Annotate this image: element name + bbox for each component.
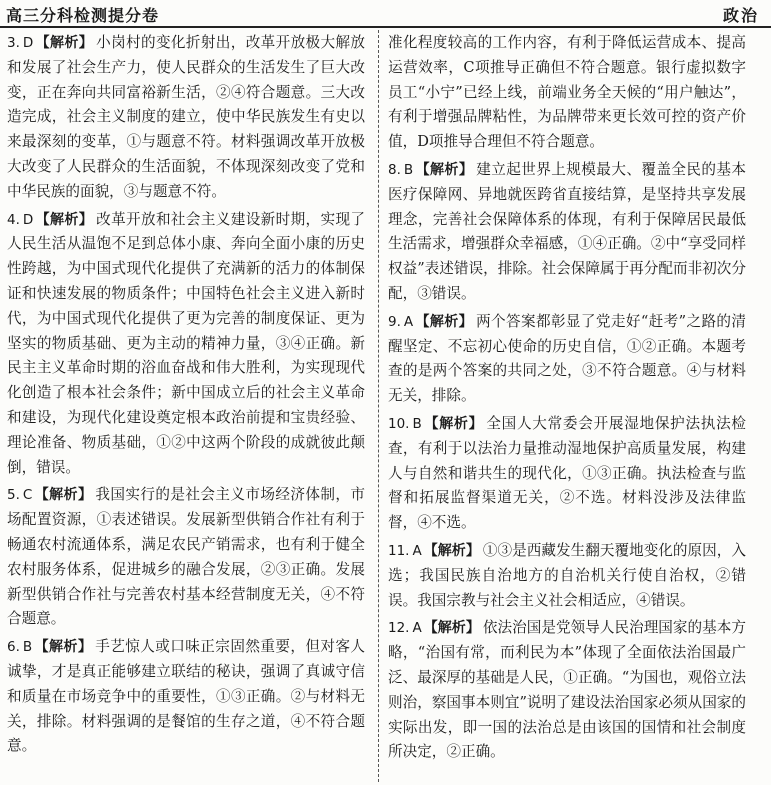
answer-item-5: [7, 483, 365, 632]
right-column: [388, 31, 746, 765]
answer-letter: C: [22, 487, 33, 504]
analysis-text: 手艺惊人或口味正宗固然重要，但对客人诚挚，才是真正能够建立联结的秘诀，强调了真诚守信和质量在市场竞争中的重要性，①③正确。②与材料无关，排除。材料强调的是餐馆的生存之道，④不符合题意。: [7, 638, 365, 755]
question-number: 5.: [7, 487, 20, 504]
answer-letter: B: [22, 639, 33, 656]
analysis-tag: 【解析】: [423, 542, 480, 559]
analysis-tag: 【解析】: [34, 487, 93, 504]
column-divider: [378, 30, 379, 782]
analysis-text: 依法治国是党领导人民治理国家的基本方略，“治国有常，而利民为本”体现了全面依法治国最广泛、最深厚的基础是人民，①正确。“为国也，观俗立法则治，察国事本则宜”说明了建设法治国家必须从国家的实际出发，即一国的法治总是由该国的国情和社会制度所决定，②正确。: [388, 619, 746, 761]
answer-letter: B: [403, 161, 414, 178]
analysis-tag: 【解析】: [415, 161, 474, 178]
analysis-tag: 【解析】: [415, 313, 474, 330]
answer-letter: A: [403, 313, 414, 330]
answer-item-12: [388, 616, 746, 765]
question-number: 10.: [388, 415, 410, 432]
subject-label: 政治: [722, 6, 759, 25]
question-number: 12.: [388, 620, 410, 637]
answer-item-8: [388, 158, 746, 307]
exam-title: 高三分科检测提分卷: [6, 6, 160, 25]
analysis-text: 全国人大常委会开展湿地保护法执法检查，有利于以法治力量推动湿地保护高质量发展，构建人与自然和谐共生的现代化，①③正确。执法检查与监督和拓展监督渠道无关，②不选。材料没涉及法律监督，④不选。: [388, 414, 746, 532]
answer-letter: D: [22, 211, 34, 228]
analysis-text: 我国实行的是社会主义市场经济体制，市场配置资源，①表述错误。发展新型供销合作社有利于畅通农村流通体系，满足农民产销需求，也有利于健全农村服务体系，促进城乡的融合发展，②③正确。发展新型供销合作社与完善农村基本经营制度无关，④不符合题意。: [7, 486, 365, 628]
answer-letter: D: [22, 35, 34, 51]
answer-item-10: [388, 412, 746, 536]
question-number: 6.: [7, 639, 20, 656]
question-number: 8.: [388, 161, 401, 178]
analysis-tag: 【解析】: [423, 620, 480, 637]
analysis-tag: 【解析】: [423, 415, 484, 432]
analysis-tag: 【解析】: [35, 211, 94, 228]
answer-item-9: [388, 310, 746, 409]
question-number: 9.: [388, 313, 401, 330]
answer-item-4: [7, 208, 365, 481]
answer-letter: A: [412, 542, 422, 559]
analysis-tag: 【解析】: [34, 639, 93, 656]
analysis-text: 两个答案都彰显了党走好“赶考”之路的清醒坚定、不忘初心使命的历史自信，①②正确。本题考查的是两个答案的共同之处，③不符合题意。④与材料无关，排除。: [388, 312, 746, 405]
continuation-text: 准化程度较高的工作内容，有利于降低运营成本、提高运营效率，C项推导正确但不符合题意。银行虚拟数字员工“小宁”已经上线，前端业务全天候的“用户触达”，有利于增强品牌粘性，为品牌带来更长效可控的资产价值，D项推导合理但不符合题意。: [388, 34, 746, 151]
analysis-text: 建立起世界上规模最大、覆盖全民的基本医疗保障网、异地就医跨省直接结算，是坚持共享发展理念，完善社会保障体系的体现，有利于保障居民最低生活需求，增强群众幸福感，①④正确。②中“享受同样权益”表述错误，排除。社会保障属于再分配而非初次分配，③错误。: [388, 160, 746, 302]
answer-item-6: [7, 635, 365, 759]
question-number: 11.: [388, 542, 410, 559]
answer-item-11: [388, 539, 746, 613]
analysis-tag: 【解析】: [35, 35, 94, 51]
analysis-text: 小岗村的变化折射出，改革开放极大解放和发展了社会生产力，使人民群众的生活发生了巨大改变，正在奔向共同富裕新生活，②④符合题意。三大改造完成，社会主义制度的建立，使中华民族发生有史以来最深刻的变革，①与题意不符。材料强调改革开放极大改变了人民群众的生活面貌，不体现深刻改变了党和中华民族的面貌，③与题意不符。: [7, 34, 365, 200]
page-header: [0, 0, 771, 26]
question-number: 3.: [7, 35, 20, 51]
answer-letter: A: [412, 620, 422, 637]
analysis-text: 改革开放和社会主义建设新时期，实现了人民生活从温饱不足到总体小康、奔向全面小康的历史性跨越，为中国式现代化提供了充满新的活力的体制保证和快速发展的物质条件；中国特色社会主义进入新时代，为中国式现代化提供了更为完善的制度保证、更为坚实的物质基础、更为主动的精神力量，③④正确。新民主主义革命时期的浴血奋战和伟大胜利，为实现现代化创造了根本社会条件；新中国成立后的社会主义革命和建设，为现代化建设奠定根本政治前提和宝贵经验、理论准备、物质基础，①②中这两个阶段的成就彼此颠倒，错误。: [7, 210, 365, 476]
analysis-text: ①③是西藏发生翻天覆地变化的原因，入选；我国民族自治地方的自治机关行使自治权，②错误。我国宗教与社会主义社会相适应，④错误。: [388, 541, 746, 609]
answer-item-3: [7, 31, 365, 205]
question-number: 4.: [7, 211, 20, 228]
left-column: [7, 31, 365, 759]
answer-letter: B: [412, 415, 422, 432]
header-rule: [0, 26, 771, 28]
